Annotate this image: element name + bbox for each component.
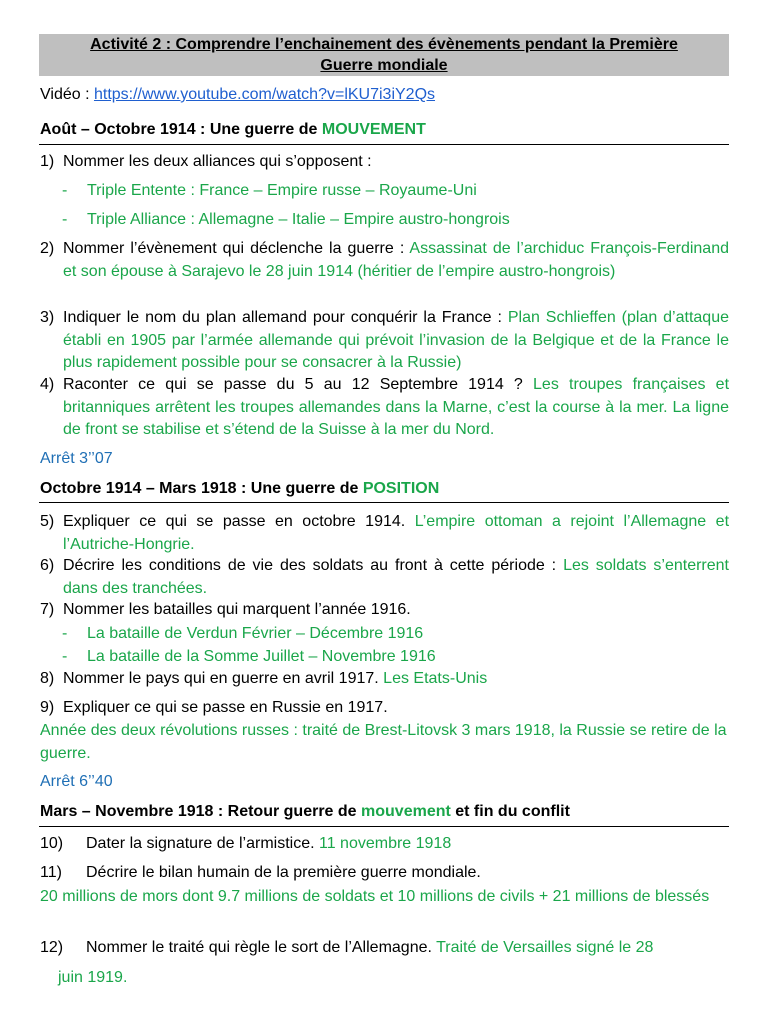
answer-9: Année des deux révolutions russes : traité de Brest-Litovsk 3 mars 1918, la Russie se retire de la guerre.	[40, 722, 727, 762]
section-1-divider	[39, 144, 729, 145]
video-line	[40, 86, 435, 104]
section-3-heading-text: Mars – Novembre 1918 : Retour guerre de	[40, 803, 362, 820]
question-number: 7)	[40, 601, 55, 618]
question-2	[63, 238, 729, 283]
bullet-dash: -	[62, 211, 68, 228]
question-number: 6)	[40, 557, 55, 574]
question-10	[86, 835, 451, 853]
answer-7-item-1: La bataille de Verdun Février – Décembre 1916	[87, 625, 424, 642]
question-number: 11)	[40, 864, 62, 881]
question-10-text: Dater la signature de l’armistice.	[86, 835, 319, 852]
question-4-text: Raconter ce qui se passe du 5 au 12 Septembre 1914 ?	[63, 376, 534, 393]
question-number: 1)	[40, 153, 55, 170]
section-2-heading	[40, 480, 439, 498]
question-6	[63, 555, 729, 600]
activity-title	[39, 34, 729, 76]
question-number: 5)	[40, 513, 55, 530]
question-5	[63, 511, 729, 556]
section-1-keyword: MOUVEMENT	[321, 121, 426, 138]
answer-1-item-1: Triple Entente : France – Empire russe – Royaume-Uni	[87, 182, 477, 199]
answer-7-item-2: La bataille de la Somme Juillet – Novembre 1916	[87, 648, 436, 665]
question-4	[63, 374, 729, 442]
section-1-heading	[40, 121, 426, 139]
video-label: Vidéo :	[40, 86, 94, 103]
question-11-text: Décrire le bilan humain de la première guerre mondiale.	[86, 864, 481, 881]
question-3	[63, 307, 729, 375]
question-9-text: Expliquer ce qui se passe en Russie en 1917.	[63, 699, 388, 716]
answer-12-line-2: juin 1919.	[58, 969, 128, 986]
title-line-1: Activité 2 : Comprendre l’enchainement des évènements pendant la Première	[90, 36, 678, 53]
answer-4: Les troupes françaises et britanniques arrêtent les troupes allemandes dans la Marne, c’est la course à la mer. La ligne de front se stabilise et s’étend de la Suisse à la mer du Nord.	[63, 376, 730, 438]
question-number: 4)	[40, 376, 55, 393]
answer-11: 20 millions de mors dont 9.7 millions de soldats et 10 millions de civils + 21 millions de blessés	[40, 888, 710, 905]
question-8-text: Nommer le pays qui en guerre en avril 1917.	[63, 670, 384, 687]
section-2-divider	[39, 502, 729, 503]
answer-8: Les Etats-Unis	[383, 670, 488, 687]
bullet-dash: -	[62, 182, 68, 199]
question-number: 3)	[40, 309, 55, 326]
video-stop-1: Arrêt 3’’07	[40, 450, 113, 467]
video-stop-2: Arrêt 6’’40	[40, 773, 113, 790]
answer-5: L’empire ottoman a rejoint l’Allemagne et l’Autriche-Hongrie.	[63, 513, 730, 553]
section-3-divider	[39, 826, 729, 827]
question-number: 8)	[40, 670, 55, 687]
bullet-dash: -	[62, 648, 68, 665]
answer-12-line-1: Traité de Versailles signé le 28	[436, 939, 654, 956]
question-number: 10)	[40, 835, 64, 852]
title-line-2: Guerre mondiale	[320, 57, 448, 74]
question-number: 9)	[40, 699, 55, 716]
question-number: 12)	[40, 939, 64, 956]
question-7-text: Nommer les batailles qui marquent l’année 1916.	[63, 601, 411, 618]
question-12-text: Nommer le traité qui règle le sort de l’Allemagne.	[86, 939, 437, 956]
question-3-text: Indiquer le nom du plan allemand pour conquérir la France :	[63, 309, 508, 326]
question-12	[86, 939, 653, 957]
answer-10: 11 novembre 1918	[318, 835, 452, 852]
question-2-text: Nommer l’évènement qui déclenche la guerre :	[63, 240, 410, 257]
question-6-text: Décrire les conditions de vie des soldats au front à cette période :	[63, 557, 564, 574]
answer-6: Les soldats s’enterrent dans des tranchées.	[63, 557, 729, 597]
answer-3: Plan Schlieffen (plan d’attaque établi en 1905 par l’armée allemande qui prévoit l’invasion de la Belgique et de la France le plus rapidement possible pour se consacrer à la Russie)	[63, 309, 729, 371]
section-3-heading-suffix: et fin du conflit	[450, 803, 570, 820]
section-2-heading-text: Octobre 1914 – Mars 1918 : Une guerre de	[40, 480, 363, 497]
section-2-keyword: POSITION	[362, 480, 440, 497]
question-1-text: Nommer les deux alliances qui s’opposent :	[63, 153, 372, 170]
video-link[interactable]: https://www.youtube.com/watch?v=lKU7i3iY2Qs	[93, 86, 436, 103]
question-5-text: Expliquer ce qui se passe en octobre 1914.	[63, 513, 415, 530]
answer-1-item-2: Triple Alliance : Allemagne – Italie – Empire austro-hongrois	[87, 211, 510, 228]
section-1-heading-text: Août – Octobre 1914 : Une guerre de	[40, 121, 322, 138]
answer-2: Assassinat de l’archiduc François-Ferdinand et son épouse à Sarajevo le 28 juin 1914 (héritier de l’empire austro-hongrois)	[63, 240, 730, 280]
question-number: 2)	[40, 240, 55, 257]
section-3-keyword: mouvement	[361, 803, 451, 820]
question-8	[63, 670, 487, 688]
section-3-heading	[40, 803, 570, 821]
bullet-dash: -	[62, 625, 68, 642]
